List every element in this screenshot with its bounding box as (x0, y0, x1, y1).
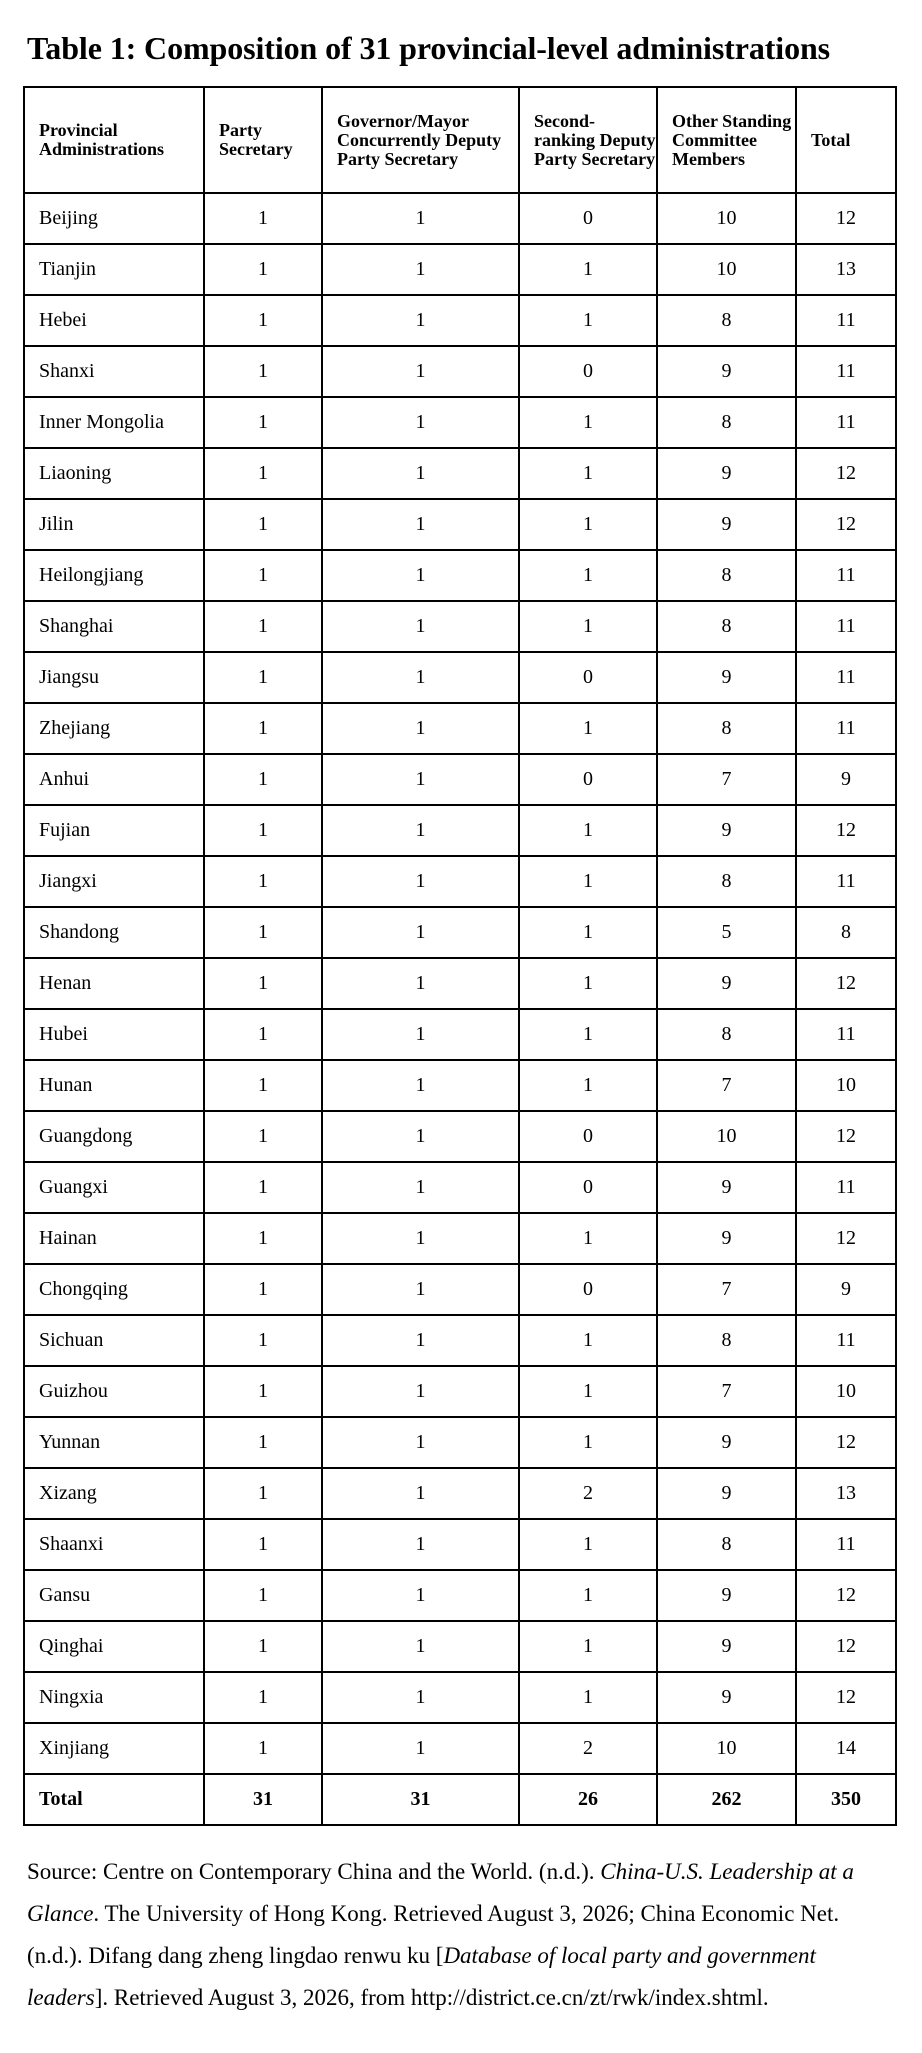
province-name: Jiangxi (24, 856, 204, 907)
governor-mayor-cell: 1 (322, 499, 519, 550)
total-cell: 11 (796, 1315, 896, 1366)
table-title: Table 1: Composition of 31 provincial-level administrations (27, 30, 831, 66)
second-ranking-deputy-cell: 2 (519, 1723, 657, 1774)
second-ranking-deputy-cell: 0 (519, 1264, 657, 1315)
party-secretary-cell: 1 (204, 1009, 322, 1060)
party-secretary-cell: 1 (204, 1264, 322, 1315)
other-standing-committee-cell: 9 (657, 1672, 796, 1723)
governor-mayor-cell: 1 (322, 1264, 519, 1315)
total-cell: 11 (796, 295, 896, 346)
governor-mayor-cell: 1 (322, 1417, 519, 1468)
province-name: Guizhou (24, 1366, 204, 1417)
other-standing-committee-cell: 10 (657, 1723, 796, 1774)
total-cell: 12 (796, 1213, 896, 1264)
table-row (24, 295, 896, 346)
party-secretary-cell: 1 (204, 703, 322, 754)
source-text: ]. Retrieved August 3, 2026, from http://district.ce.cn/zt/rwk/index.shtml. (94, 1985, 769, 2010)
other-standing-committee-cell: 9 (657, 652, 796, 703)
governor-mayor-cell: 1 (322, 295, 519, 346)
second-ranking-deputy-cell: 1 (519, 1621, 657, 1672)
total-cell: 12 (796, 1672, 896, 1723)
total-other-standing-committee: 262 (657, 1774, 796, 1825)
governor-mayor-cell: 1 (322, 397, 519, 448)
province-name: Fujian (24, 805, 204, 856)
other-standing-committee-cell: 7 (657, 1366, 796, 1417)
table-row (24, 397, 896, 448)
second-ranking-deputy-cell: 1 (519, 1570, 657, 1621)
governor-mayor-cell: 1 (322, 448, 519, 499)
party-secretary-cell: 1 (204, 1519, 322, 1570)
province-name: Heilongjiang (24, 550, 204, 601)
other-standing-committee-cell: 8 (657, 550, 796, 601)
table-row (24, 1213, 896, 1264)
total-cell: 11 (796, 1162, 896, 1213)
table-row (24, 550, 896, 601)
governor-mayor-cell: 1 (322, 1723, 519, 1774)
second-ranking-deputy-cell: 1 (519, 244, 657, 295)
governor-mayor-cell: 1 (322, 346, 519, 397)
province-name: Guangdong (24, 1111, 204, 1162)
party-secretary-cell: 1 (204, 754, 322, 805)
other-standing-committee-cell: 8 (657, 1519, 796, 1570)
total-party-secretary: 31 (204, 1774, 322, 1825)
table-row (24, 958, 896, 1009)
party-secretary-cell: 1 (204, 550, 322, 601)
total-cell: 11 (796, 550, 896, 601)
other-standing-committee-cell: 8 (657, 703, 796, 754)
governor-mayor-cell: 1 (322, 1672, 519, 1723)
table-row (24, 652, 896, 703)
total-total: 350 (796, 1774, 896, 1825)
party-secretary-cell: 1 (204, 1570, 322, 1621)
other-standing-committee-cell: 9 (657, 1570, 796, 1621)
second-ranking-deputy-cell: 1 (519, 550, 657, 601)
table-row (24, 601, 896, 652)
other-standing-committee-cell: 10 (657, 1111, 796, 1162)
province-name: Anhui (24, 754, 204, 805)
table-row (24, 805, 896, 856)
province-name: Xinjiang (24, 1723, 204, 1774)
total-cell: 11 (796, 703, 896, 754)
second-ranking-deputy-cell: 1 (519, 397, 657, 448)
party-secretary-cell: 1 (204, 1672, 322, 1723)
party-secretary-cell: 1 (204, 805, 322, 856)
total-cell: 13 (796, 1468, 896, 1519)
header-governor-mayor: Governor/Mayor Concurrently Deputy Party Secretary (322, 87, 519, 193)
table-row (24, 1723, 896, 1774)
party-secretary-cell: 1 (204, 1723, 322, 1774)
total-cell: 12 (796, 805, 896, 856)
other-standing-committee-cell: 9 (657, 1417, 796, 1468)
other-standing-committee-cell: 7 (657, 1264, 796, 1315)
header-other-standing-committee: Other Standing Committee Members (657, 87, 796, 193)
party-secretary-cell: 1 (204, 1621, 322, 1672)
governor-mayor-cell: 1 (322, 1315, 519, 1366)
province-name: Yunnan (24, 1417, 204, 1468)
second-ranking-deputy-cell: 1 (519, 856, 657, 907)
second-ranking-deputy-cell: 0 (519, 1111, 657, 1162)
second-ranking-deputy-cell: 2 (519, 1468, 657, 1519)
table-row (24, 1060, 896, 1111)
total-cell: 13 (796, 244, 896, 295)
other-standing-committee-cell: 5 (657, 907, 796, 958)
province-name: Sichuan (24, 1315, 204, 1366)
total-cell: 12 (796, 958, 896, 1009)
governor-mayor-cell: 1 (322, 601, 519, 652)
second-ranking-deputy-cell: 1 (519, 1213, 657, 1264)
governor-mayor-cell: 1 (322, 958, 519, 1009)
party-secretary-cell: 1 (204, 907, 322, 958)
table-row (24, 1111, 896, 1162)
province-name: Qinghai (24, 1621, 204, 1672)
other-standing-committee-cell: 7 (657, 754, 796, 805)
second-ranking-deputy-cell: 0 (519, 346, 657, 397)
party-secretary-cell: 1 (204, 1366, 322, 1417)
total-cell: 12 (796, 193, 896, 244)
total-cell: 14 (796, 1723, 896, 1774)
party-secretary-cell: 1 (204, 1468, 322, 1519)
second-ranking-deputy-cell: 1 (519, 448, 657, 499)
party-secretary-cell: 1 (204, 652, 322, 703)
total-cell: 10 (796, 1366, 896, 1417)
other-standing-committee-cell: 8 (657, 856, 796, 907)
total-cell: 11 (796, 397, 896, 448)
total-cell: 11 (796, 856, 896, 907)
party-secretary-cell: 1 (204, 958, 322, 1009)
second-ranking-deputy-cell: 1 (519, 1366, 657, 1417)
second-ranking-deputy-cell: 1 (519, 601, 657, 652)
governor-mayor-cell: 1 (322, 550, 519, 601)
province-name: Henan (24, 958, 204, 1009)
second-ranking-deputy-cell: 1 (519, 499, 657, 550)
governor-mayor-cell: 1 (322, 1060, 519, 1111)
party-secretary-cell: 1 (204, 1417, 322, 1468)
second-ranking-deputy-cell: 1 (519, 1519, 657, 1570)
other-standing-committee-cell: 10 (657, 193, 796, 244)
total-cell: 11 (796, 601, 896, 652)
table-row (24, 1468, 896, 1519)
header-provincial-administrations: Provincial Administrations (24, 87, 204, 193)
total-second-ranking-deputy: 26 (519, 1774, 657, 1825)
total-cell: 10 (796, 1060, 896, 1111)
governor-mayor-cell: 1 (322, 1111, 519, 1162)
province-name: Beijing (24, 193, 204, 244)
second-ranking-deputy-cell: 1 (519, 958, 657, 1009)
total-cell: 11 (796, 346, 896, 397)
table-row (24, 1162, 896, 1213)
table-row (24, 907, 896, 958)
governor-mayor-cell: 1 (322, 805, 519, 856)
total-cell: 12 (796, 1570, 896, 1621)
table-header-row (24, 87, 896, 193)
second-ranking-deputy-cell: 0 (519, 754, 657, 805)
total-cell: 9 (796, 1264, 896, 1315)
province-name: Chongqing (24, 1264, 204, 1315)
other-standing-committee-cell: 10 (657, 244, 796, 295)
province-name: Jiangsu (24, 652, 204, 703)
total-cell: 12 (796, 1621, 896, 1672)
governor-mayor-cell: 1 (322, 1570, 519, 1621)
party-secretary-cell: 1 (204, 1162, 322, 1213)
table-body (24, 193, 896, 1774)
other-standing-committee-cell: 7 (657, 1060, 796, 1111)
table-row (24, 448, 896, 499)
second-ranking-deputy-cell: 1 (519, 1315, 657, 1366)
table-row (24, 1417, 896, 1468)
governor-mayor-cell: 1 (322, 193, 519, 244)
table-row (24, 1519, 896, 1570)
party-secretary-cell: 1 (204, 499, 322, 550)
total-cell: 11 (796, 1519, 896, 1570)
total-cell: 11 (796, 1009, 896, 1060)
second-ranking-deputy-cell: 0 (519, 193, 657, 244)
other-standing-committee-cell: 9 (657, 805, 796, 856)
table-row (24, 244, 896, 295)
total-cell: 12 (796, 1417, 896, 1468)
governor-mayor-cell: 1 (322, 1213, 519, 1264)
province-name: Tianjin (24, 244, 204, 295)
total-row (24, 1774, 896, 1825)
total-cell: 12 (796, 499, 896, 550)
governor-mayor-cell: 1 (322, 703, 519, 754)
other-standing-committee-cell: 9 (657, 448, 796, 499)
second-ranking-deputy-cell: 1 (519, 1009, 657, 1060)
party-secretary-cell: 1 (204, 1315, 322, 1366)
table-row (24, 1315, 896, 1366)
province-name: Guangxi (24, 1162, 204, 1213)
other-standing-committee-cell: 8 (657, 295, 796, 346)
governor-mayor-cell: 1 (322, 1009, 519, 1060)
source-text: Source: Centre on Contemporary China and the World. (n.d.). (27, 1859, 601, 1884)
source-note (27, 1851, 889, 2019)
party-secretary-cell: 1 (204, 244, 322, 295)
source-italic-title: China-U.S. Leadership at a Glance (27, 1859, 854, 1926)
governor-mayor-cell: 1 (322, 244, 519, 295)
table-row (24, 754, 896, 805)
table-row (24, 193, 896, 244)
party-secretary-cell: 1 (204, 1060, 322, 1111)
table-row (24, 1621, 896, 1672)
party-secretary-cell: 1 (204, 397, 322, 448)
governor-mayor-cell: 1 (322, 652, 519, 703)
header-total: Total (796, 87, 896, 193)
table-row (24, 1264, 896, 1315)
second-ranking-deputy-cell: 1 (519, 295, 657, 346)
second-ranking-deputy-cell: 0 (519, 652, 657, 703)
governor-mayor-cell: 1 (322, 754, 519, 805)
other-standing-committee-cell: 9 (657, 346, 796, 397)
other-standing-committee-cell: 8 (657, 1009, 796, 1060)
province-name: Inner Mongolia (24, 397, 204, 448)
party-secretary-cell: 1 (204, 448, 322, 499)
other-standing-committee-cell: 9 (657, 1213, 796, 1264)
province-name: Shanghai (24, 601, 204, 652)
province-name: Gansu (24, 1570, 204, 1621)
other-standing-committee-cell: 9 (657, 958, 796, 1009)
province-name: Xizang (24, 1468, 204, 1519)
header-second-ranking-deputy: Second-ranking Deputy Party Secretary (519, 87, 657, 193)
party-secretary-cell: 1 (204, 601, 322, 652)
table-row (24, 1570, 896, 1621)
province-name: Hainan (24, 1213, 204, 1264)
other-standing-committee-cell: 9 (657, 1468, 796, 1519)
other-standing-committee-cell: 9 (657, 1162, 796, 1213)
party-secretary-cell: 1 (204, 295, 322, 346)
composition-table (23, 86, 897, 1826)
governor-mayor-cell: 1 (322, 1366, 519, 1417)
total-cell: 9 (796, 754, 896, 805)
total-row-label: Total (24, 1774, 204, 1825)
total-cell: 8 (796, 907, 896, 958)
province-name: Shandong (24, 907, 204, 958)
province-name: Liaoning (24, 448, 204, 499)
other-standing-committee-cell: 8 (657, 601, 796, 652)
second-ranking-deputy-cell: 1 (519, 1672, 657, 1723)
total-governor-mayor: 31 (322, 1774, 519, 1825)
other-standing-committee-cell: 8 (657, 1315, 796, 1366)
total-cell: 12 (796, 448, 896, 499)
province-name: Hubei (24, 1009, 204, 1060)
other-standing-committee-cell: 8 (657, 397, 796, 448)
province-name: Shanxi (24, 346, 204, 397)
province-name: Shaanxi (24, 1519, 204, 1570)
second-ranking-deputy-cell: 1 (519, 1417, 657, 1468)
governor-mayor-cell: 1 (322, 907, 519, 958)
table-row (24, 499, 896, 550)
second-ranking-deputy-cell: 1 (519, 703, 657, 754)
governor-mayor-cell: 1 (322, 1162, 519, 1213)
table-row (24, 1672, 896, 1723)
second-ranking-deputy-cell: 1 (519, 805, 657, 856)
governor-mayor-cell: 1 (322, 1621, 519, 1672)
party-secretary-cell: 1 (204, 1111, 322, 1162)
source-italic-title: Database of local party and government leaders (27, 1943, 816, 2010)
second-ranking-deputy-cell: 1 (519, 1060, 657, 1111)
source-text: . The University of Hong Kong. Retrieved August 3, 2026; China Economic Net. (n.d.). Difang dang zheng lingdao renwu ku [ (27, 1901, 840, 1968)
province-name: Hunan (24, 1060, 204, 1111)
governor-mayor-cell: 1 (322, 1468, 519, 1519)
governor-mayor-cell: 1 (322, 856, 519, 907)
party-secretary-cell: 1 (204, 346, 322, 397)
province-name: Jilin (24, 499, 204, 550)
province-name: Hebei (24, 295, 204, 346)
table-row (24, 1366, 896, 1417)
province-name: Ningxia (24, 1672, 204, 1723)
table-row (24, 703, 896, 754)
second-ranking-deputy-cell: 1 (519, 907, 657, 958)
table-row (24, 346, 896, 397)
total-cell: 11 (796, 652, 896, 703)
province-name: Zhejiang (24, 703, 204, 754)
table-row (24, 1009, 896, 1060)
party-secretary-cell: 1 (204, 856, 322, 907)
header-party-secretary: Party Secretary (204, 87, 322, 193)
governor-mayor-cell: 1 (322, 1519, 519, 1570)
party-secretary-cell: 1 (204, 1213, 322, 1264)
table-row (24, 856, 896, 907)
party-secretary-cell: 1 (204, 193, 322, 244)
second-ranking-deputy-cell: 0 (519, 1162, 657, 1213)
other-standing-committee-cell: 9 (657, 1621, 796, 1672)
total-cell: 12 (796, 1111, 896, 1162)
other-standing-committee-cell: 9 (657, 499, 796, 550)
